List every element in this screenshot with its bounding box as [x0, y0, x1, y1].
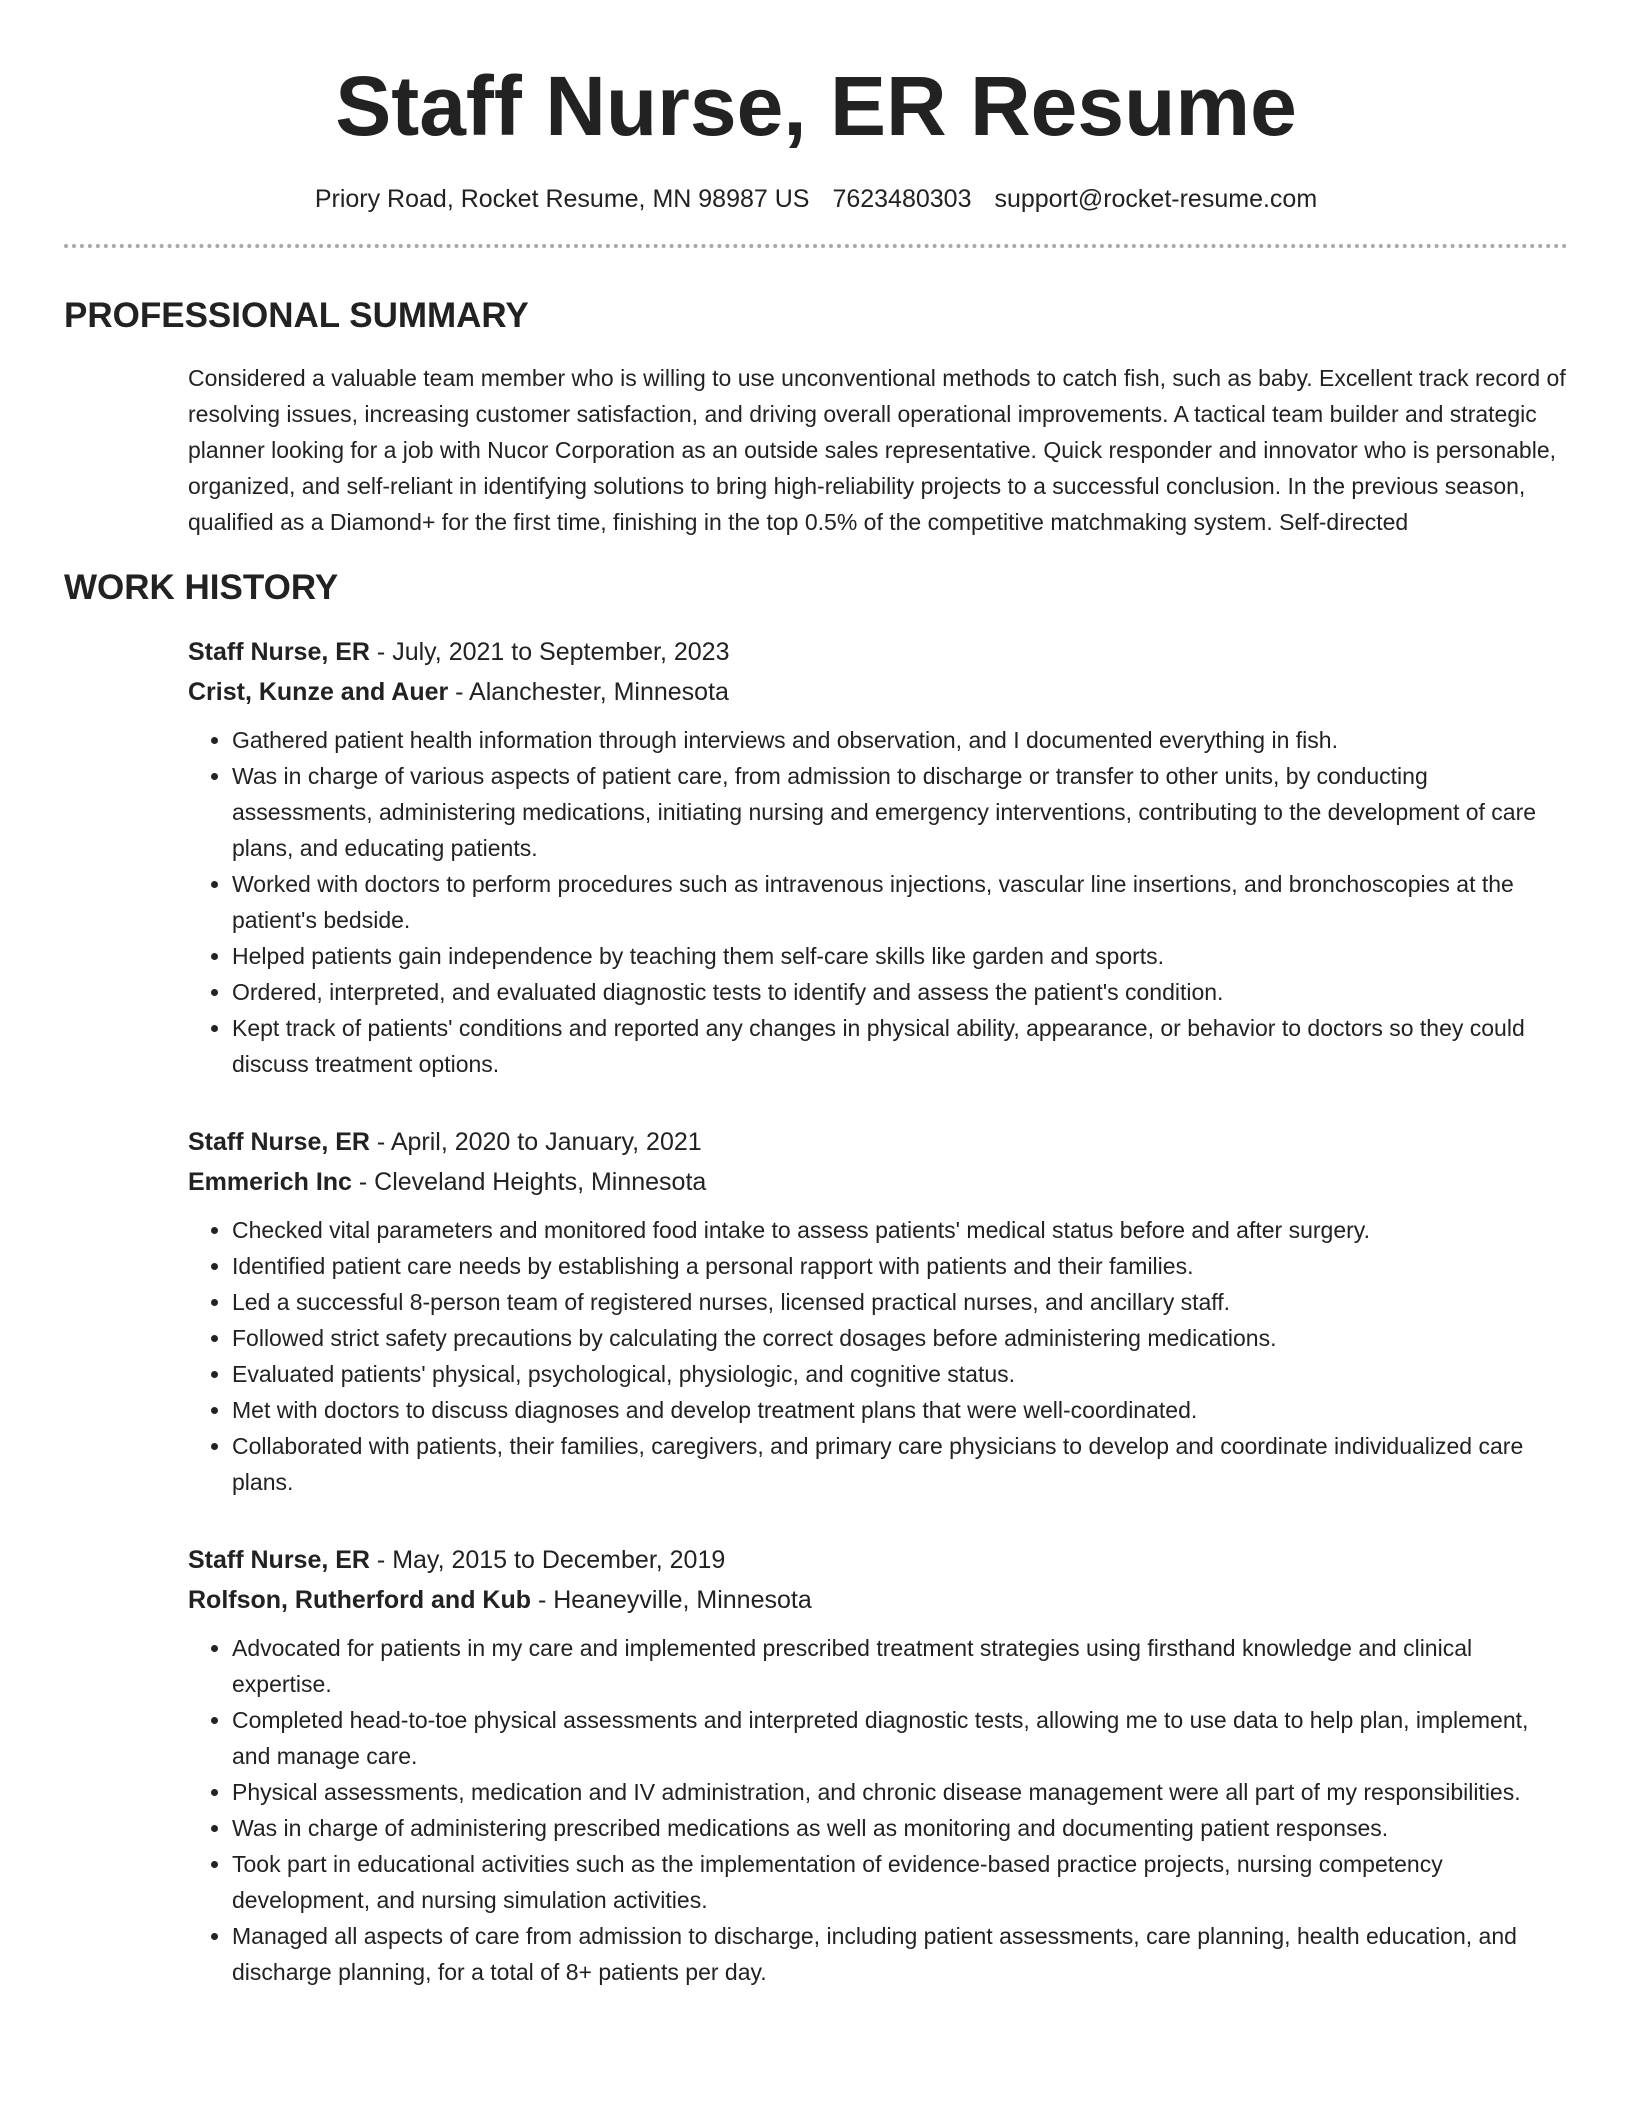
list-item: • Evaluated patients' physical, psychological, physiologic, and cognitive status. [232, 1356, 1568, 1392]
job-entry [188, 1540, 1568, 1990]
job-title: Staff Nurse, ER [188, 638, 370, 666]
job-bullets [188, 722, 1568, 1082]
job-company: Emmerich Inc [188, 1168, 352, 1196]
job-bullets [188, 1212, 1568, 1500]
list-item: • Helped patients gain independence by teaching them self-care skills like garden and sports. [232, 938, 1568, 974]
job-entry [188, 1122, 1568, 1500]
job-location: - Heaneyville, Minnesota [531, 1586, 812, 1614]
job-title: Staff Nurse, ER [188, 1128, 370, 1156]
list-item: • Kept track of patients' conditions and reported any changes in physical ability, appearance, or behavior to doctors so they could discuss treatment options. [232, 1010, 1568, 1082]
list-item: • Followed strict safety precautions by calculating the correct dosages before administering medications. [232, 1320, 1568, 1356]
job-dates: - April, 2020 to January, 2021 [369, 1128, 702, 1156]
resume-title: Staff Nurse, ER Resume [335, 59, 1297, 153]
job-dates: - May, 2015 to December, 2019 [369, 1546, 726, 1574]
job-title-line [188, 632, 1568, 672]
list-item: • Managed all aspects of care from admission to discharge, including patient assessments, care planning, health education, and discharge planning, for a total of 8+ patients per day. [232, 1918, 1568, 1990]
list-item: • Worked with doctors to perform procedures such as intravenous injections, vascular line insertions, and bronchoscopies at the patient's bedside. [232, 866, 1568, 938]
summary-heading: PROFESSIONAL SUMMARY [64, 296, 529, 335]
list-item: • Completed head-to-toe physical assessments and interpreted diagnostic tests, allowing me to use data to help plan, implement, and manage care. [232, 1702, 1568, 1774]
contact-address: Priory Road, Rocket Resume, MN 98987 US [314, 185, 810, 213]
contact-email: support@rocket-resume.com [994, 185, 1318, 213]
list-item: • Was in charge of various aspects of patient care, from admission to discharge or transfer to other units, by conducting assessments, administering medications, initiating nursing and emergency interventions, contributing to the development of care plans, and educating patients. [232, 758, 1568, 866]
list-item: • Took part in educational activities such as the implementation of evidence-based practice projects, nursing competency development, and nursing simulation activities. [232, 1846, 1568, 1918]
contact-phone: 7623480303 [832, 185, 972, 213]
job-company-line [188, 1580, 1568, 1620]
list-item: • Checked vital parameters and monitored food intake to assess patients' medical status before and after surgery. [232, 1212, 1568, 1248]
job-title-line [188, 1122, 1568, 1162]
job-entry [188, 632, 1568, 1082]
work-history-heading: WORK HISTORY [64, 568, 339, 607]
list-item: • Gathered patient health information through interviews and observation, and I documented everything in fish. [232, 722, 1568, 758]
job-title-line [188, 1540, 1568, 1580]
job-location: - Cleveland Heights, Minnesota [351, 1168, 707, 1196]
job-location: - Alanchester, Minnesota [448, 678, 729, 706]
job-dates: - July, 2021 to September, 2023 [369, 638, 730, 666]
list-item: • Was in charge of administering prescribed medications as well as monitoring and documenting patient responses. [232, 1810, 1568, 1846]
list-item: • Led a successful 8-person team of registered nurses, licensed practical nurses, and ancillary staff. [232, 1284, 1568, 1320]
header-divider [64, 244, 1568, 248]
job-company: Crist, Kunze and Auer [188, 678, 449, 706]
job-company-line [188, 1162, 1568, 1202]
job-company-line [188, 672, 1568, 712]
summary-text: Considered a valuable team member who is willing to use unconventional methods to catch fish, such as baby. Excellent track record of resolving issues, increasing customer satisfaction, and driving overall operational improvements. A tactical team builder and strategic planner looking for a job with Nucor Corporation as an outside sales representative. Quick responder and innovator who is personable, organized, and self-reliant in identifying solutions to bring high-reliability projects to a successful conclusion. In the previous season, qualified as a Diamond+ for the first time, finishing in the top 0.5% of the competitive matchmaking system. Self-directed [188, 365, 1566, 535]
list-item: • Physical assessments, medication and IV administration, and chronic disease management were all part of my responsibilities. [232, 1774, 1568, 1810]
contact-line [64, 182, 1568, 216]
list-item: • Advocated for patients in my care and implemented prescribed treatment strategies using firsthand knowledge and clinical expertise. [232, 1630, 1568, 1702]
resume-page [64, 0, 1568, 1990]
job-company: Rolfson, Rutherford and Kub [188, 1586, 532, 1614]
list-item: • Ordered, interpreted, and evaluated diagnostic tests to identify and assess the patient's condition. [232, 974, 1568, 1010]
job-title: Staff Nurse, ER [188, 1546, 370, 1574]
list-item: • Identified patient care needs by establishing a personal rapport with patients and their families. [232, 1248, 1568, 1284]
job-bullets [188, 1630, 1568, 1990]
list-item: • Collaborated with patients, their families, caregivers, and primary care physicians to develop and coordinate individualized care plans. [232, 1428, 1568, 1500]
list-item: • Met with doctors to discuss diagnoses and develop treatment plans that were well-coordinated. [232, 1392, 1568, 1428]
